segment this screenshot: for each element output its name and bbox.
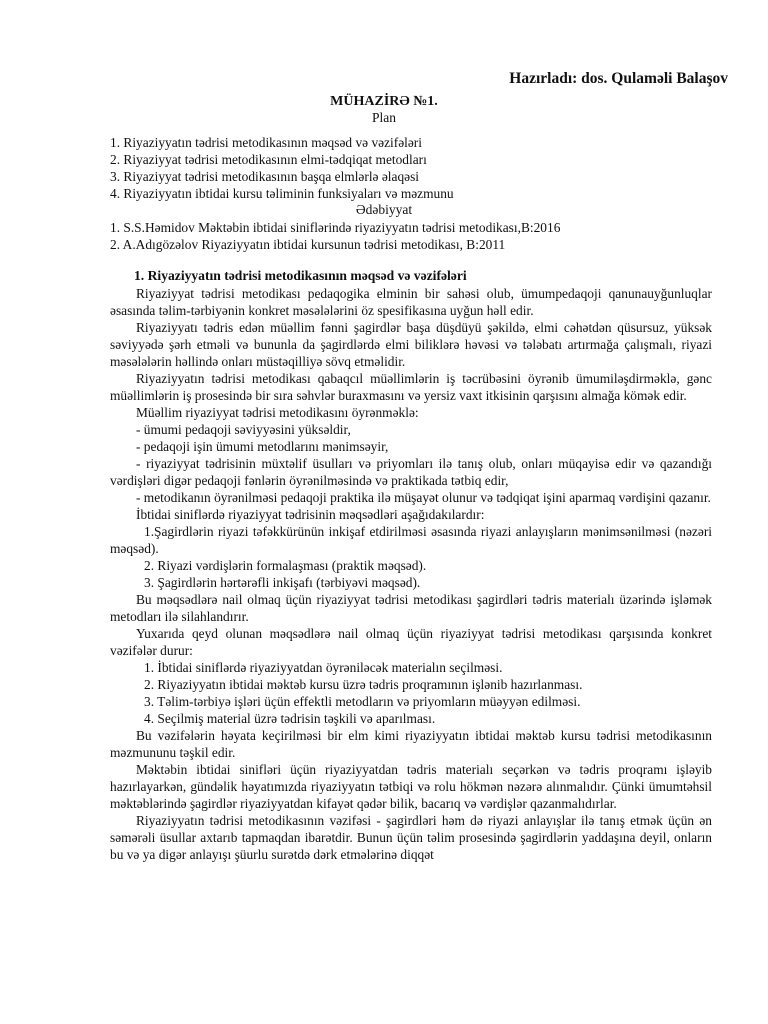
task-item: 4. Seçilmiş material üzrə tədrisin təşkili və aparılması. bbox=[144, 711, 436, 726]
list-item: - metodikanın öyrənilməsi pedaqoji praktika ilə müşayət olunur və tədqiqat işini aparmaq vərdişini qazanır. bbox=[136, 490, 711, 505]
paragraph: Yuxarıda qeyd olunan məqsədlərə nail olmaq üçün riyaziyyat tədrisi metodikası qarşısında konkret vəzifələr durur: bbox=[110, 626, 712, 658]
author-line: Hazırladı: dos. Qulaməli Balaşov bbox=[509, 70, 728, 87]
body-text bbox=[110, 285, 712, 863]
goal-item: 3. Şagirdlərin hərtərəfli inkişafı (tərbiyəvi məqsəd). bbox=[144, 575, 421, 590]
paragraph: Müəllim riyaziyyat tədrisi metodikasını öyrənməklə: bbox=[136, 405, 419, 420]
plan-heading: Plan bbox=[371, 110, 396, 125]
task-item: 2. Riyaziyyatın ibtidai məktəb kursu üzrə tədris proqramının işlənib hazırlanması. bbox=[144, 677, 583, 692]
paragraph: Bu məqsədlərə nail olmaq üçün riyaziyyat tədrisi metodikası şagirdləri tədris materialı üzərində işləmək metodları ilə silahlandırır. bbox=[110, 592, 712, 624]
paragraph: Məktəbin ibtidai sinifləri üçün riyaziyyatdan tədris materialı seçərkən və tədris proqramı işləyib hazırlayarkən, gündəlik həyatımızda riyaziyyatın tətbiqi və rolu hökmən nəzərə alınmalıdır. Çünki ümumtəhsil məktəblərində şagirdlər riyaziyyatdan kifayət qədər bilik, bacarıq və vərdişlər qazanmalıdırlar. bbox=[110, 762, 712, 811]
plan-item: 3. Riyaziyyat tədrisi metodikasının başqa elmlərlə əlaqəsi bbox=[110, 169, 420, 184]
paragraph: Riyaziyyatın tədrisi metodikasının vəzifəsi - şagirdləri həm də riyazi anlayışlar ilə tanış etmək üçün ən səmərəli üsullar axtarıb tapmaqdan ibarətdir. Bunun üçün təlim prosesində şagirdlərin yaddaşına deyil, onların bu və ya digər anlayışı şüurlu surətdə dərk etmələrinə diqqət bbox=[110, 813, 712, 862]
list-item: - ümumi pedaqoji səviyyəsini yüksəldir, bbox=[136, 422, 351, 437]
reference-item: 2. A.Adıgözəlov Riyaziyyatın ibtidai kursunun tədrisi metodikası, B:2011 bbox=[110, 237, 506, 252]
references-list bbox=[110, 219, 712, 253]
goal-item: 2. Riyazi vərdişlərin formalaşması (praktik məqsəd). bbox=[144, 558, 427, 573]
lecture-title: MÜHAZİRƏ №1. bbox=[330, 94, 438, 109]
paragraph: Riyaziyyat tədrisi metodikası pedaqogika elminin bir sahəsi olub, ümumpedaqoji qanunauyğunluqlar əsasında təlim-tərbiyənin konkret məsələlərini öz spesifikasına uyğun həll edir. bbox=[110, 286, 712, 318]
paragraph: İbtidai siniflərdə riyaziyyat tədrisinin məqsədləri aşağıdakılardır: bbox=[136, 507, 485, 522]
list-item: - riyaziyyat tədrisinin müxtəlif üsulları və priyomları ilə tanış olub, onları müqayisə edir və qazandığı vərdişləri digər pedaqoji fənlərin öyrənilməsində və praktikada tətbiq edir, bbox=[110, 456, 712, 488]
paragraph: Riyaziyyatın tədrisi metodikası qabaqcıl müəllimlərin iş təcrübəsini öyrənib ümumiləşdirməklə, gənc müəllimlərin iş prosesində bir sıra səhvlər buraxmasını və yersiz vaxt itkisinin qarşısını almağa kömək edir. bbox=[110, 371, 712, 403]
paragraph: Bu vəzifələrin həyata keçirilməsi bir elm kimi riyaziyyatın ibtidai məktəb kursu tədrisi metodikasının məzmununu təşkil edir. bbox=[110, 728, 712, 760]
goal-item: 1.Şagirdlərin riyazi təfəkkürünün inkişaf etdirilməsi əsasında riyazi anlayışların mənimsənilməsi (nəzəri məqsəd). bbox=[110, 524, 712, 556]
plan-item: 1. Riyaziyyatın tədrisi metodikasının məqsəd və vəzifələri bbox=[110, 135, 422, 150]
plan-list bbox=[110, 134, 712, 202]
references-heading: Ədəbiyyat bbox=[355, 202, 413, 217]
list-item: - pedaqoji işin ümumi metodlarını mənimsəyir, bbox=[136, 439, 389, 454]
task-item: 3. Təlim-tərbiyə işləri üçün effektli metodların və priyomların müəyyən edilməsi. bbox=[144, 694, 581, 709]
plan-item: 2. Riyaziyyat tədrisi metodikasının elmi-tədqiqat metodları bbox=[110, 152, 427, 167]
paragraph: Riyaziyyatı tədris edən müəllim fənni şagirdlər başa düşdüyü şəkildə, elmi cəhətdən qüsursuz, yüksək səviyyədə şərh etməli və bununla da şagirdlərdə elmi biliklərə həvəsi və tələbatı artırmağa çalışmalı, riyazi məsələlərin həllində onları müstəqilliyə sövq etməlidir. bbox=[110, 320, 712, 369]
plan-item: 4. Riyaziyyatın ibtidai kursu təliminin funksiyaları və məzmunu bbox=[110, 186, 454, 201]
task-item: 1. İbtidai siniflərdə riyaziyyatdan öyrəniləcək materialın seçilməsi. bbox=[144, 660, 503, 675]
reference-item: 1. S.S.Həmidov Məktəbin ibtidai siniflərində riyaziyyatın tədrisi metodikası,B:2016 bbox=[110, 220, 561, 235]
section-heading: 1. Riyaziyyatın tədrisi metodikasının məqsəd və vəzifələri bbox=[134, 268, 467, 283]
